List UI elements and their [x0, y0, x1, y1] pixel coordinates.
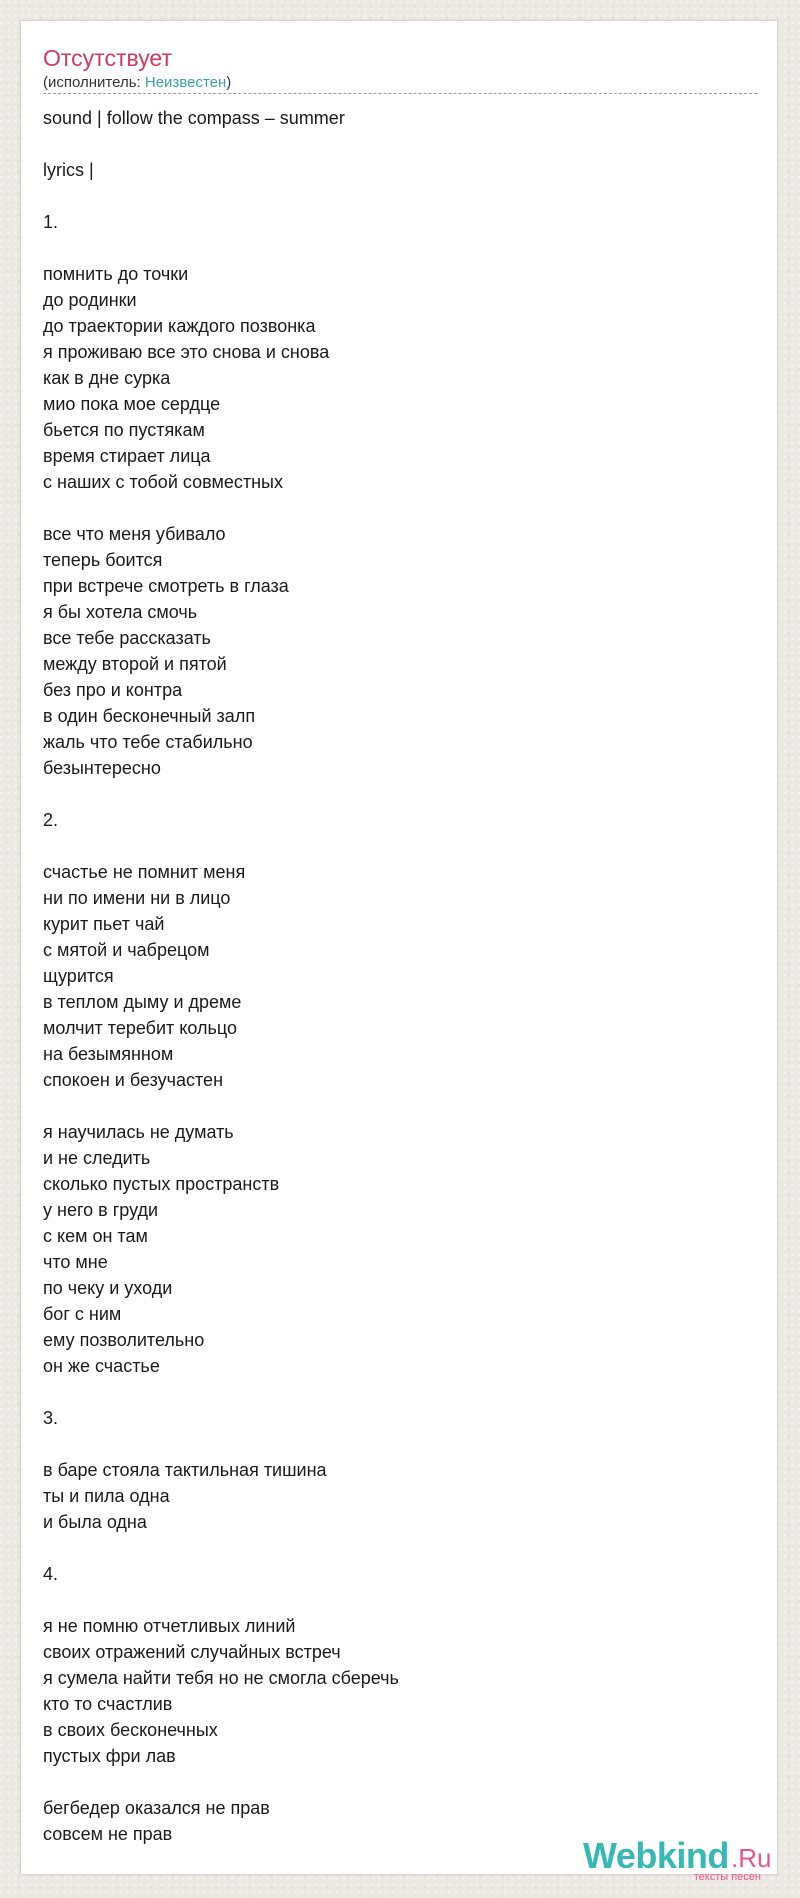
lyrics-line: молчит теребит кольцо: [43, 1018, 237, 1038]
lyrics-line: курит пьет чай: [43, 914, 165, 934]
lyrics-line: все тебе рассказать: [43, 628, 211, 648]
lyrics-line: ни по имени ни в лицо: [43, 888, 231, 908]
song-title: Отсутствует: [43, 45, 172, 71]
lyrics-line: бог с ним: [43, 1304, 122, 1324]
lyrics-line: пустых фри лав: [43, 1746, 176, 1766]
lyrics-line: на безымянном: [43, 1044, 174, 1064]
lyrics-line: до траектории каждого позвонка: [43, 316, 316, 336]
lyrics-line: ты и пила одна: [43, 1486, 170, 1506]
lyrics-line: как в дне сурка: [43, 368, 171, 388]
lyrics-line: сколько пустых пространств: [43, 1174, 280, 1194]
artist-link[interactable]: Неизвестен: [144, 74, 227, 91]
lyrics-line: теперь боится: [43, 550, 163, 570]
lyrics-line: что мне: [43, 1252, 108, 1272]
lyrics-line: безынтересно: [43, 758, 161, 778]
watermark-tld: .Ru: [731, 1843, 772, 1873]
artist-suffix: ): [226, 74, 232, 91]
divider: [43, 93, 757, 94]
lyrics-line: я сумела найти тебя но не смогла сберечь: [43, 1668, 399, 1688]
lyrics-line: у него в груди: [43, 1200, 159, 1220]
lyrics-line: 1.: [43, 212, 59, 232]
lyrics-line: помнить до точки: [43, 264, 189, 284]
lyrics-line: sound | follow the compass – summer: [43, 108, 345, 128]
lyrics-line: бьется по пустякам: [43, 420, 205, 440]
lyrics-line: с наших с тобой совместных: [43, 472, 283, 492]
lyrics-line: по чеку и уходи: [43, 1278, 173, 1298]
lyrics-line: без про и контра: [43, 680, 183, 700]
lyrics-card: [20, 20, 778, 1883]
lyrics-line: и не следить: [43, 1148, 151, 1168]
lyrics-line: 3.: [43, 1408, 59, 1428]
lyrics-line: мио пока мое сердце: [43, 394, 221, 414]
lyrics-line: между второй и пятой: [43, 654, 227, 674]
lyrics-line: при встрече смотреть в глаза: [43, 576, 289, 596]
lyrics-line: до родинки: [43, 290, 137, 310]
lyrics-line: 4.: [43, 1564, 59, 1584]
lyrics-line: своих отражений случайных встреч: [43, 1642, 341, 1662]
lyrics-line: и была одна: [43, 1512, 147, 1532]
lyrics-line: с мятой и чабрецом: [43, 940, 210, 960]
lyrics-line: бегбедер оказался не прав: [43, 1798, 270, 1818]
lyrics-line: lyrics |: [43, 160, 94, 180]
watermark-brand: Webkind: [583, 1835, 729, 1876]
lyrics-line: 2.: [43, 810, 59, 830]
lyrics-line: я бы хотела смочь: [43, 602, 198, 622]
lyrics-line: я не помню отчетливых линий: [43, 1616, 296, 1636]
lyrics-line: в баре стояла тактильная тишина: [43, 1460, 327, 1480]
lyrics-line: время стирает лица: [43, 446, 211, 466]
lyrics-line: в один бесконечный залп: [43, 706, 256, 726]
lyrics-line: жаль что тебе стабильно: [43, 732, 253, 752]
lyrics-line: спокоен и безучастен: [43, 1070, 224, 1090]
lyrics-line: в теплом дыму и дреме: [43, 992, 242, 1012]
watermark-tagline: тексты песен: [693, 1871, 761, 1883]
lyrics-line: в своих бесконечных: [43, 1720, 218, 1740]
lyrics-line: кто то счастлив: [43, 1694, 173, 1714]
lyrics-line: он же счастье: [43, 1356, 160, 1376]
lyrics-text: [43, 105, 753, 1847]
artist-line: [43, 74, 231, 92]
watermark-logo[interactable]: [583, 1835, 772, 1883]
lyrics-line: все что меня убивало: [43, 524, 226, 544]
artist-prefix: (исполнитель:: [43, 74, 145, 91]
lyrics-line: я научилась не думать: [43, 1122, 234, 1142]
lyrics-line: с кем он там: [43, 1226, 148, 1246]
lyrics-line: счастье не помнит меня: [43, 862, 246, 882]
lyrics-line: ему позволительно: [43, 1330, 205, 1350]
lyrics-line: я проживаю все это снова и снова: [43, 342, 330, 362]
lyrics-line: щурится: [43, 966, 114, 986]
lyrics-line: совсем не прав: [43, 1824, 173, 1844]
